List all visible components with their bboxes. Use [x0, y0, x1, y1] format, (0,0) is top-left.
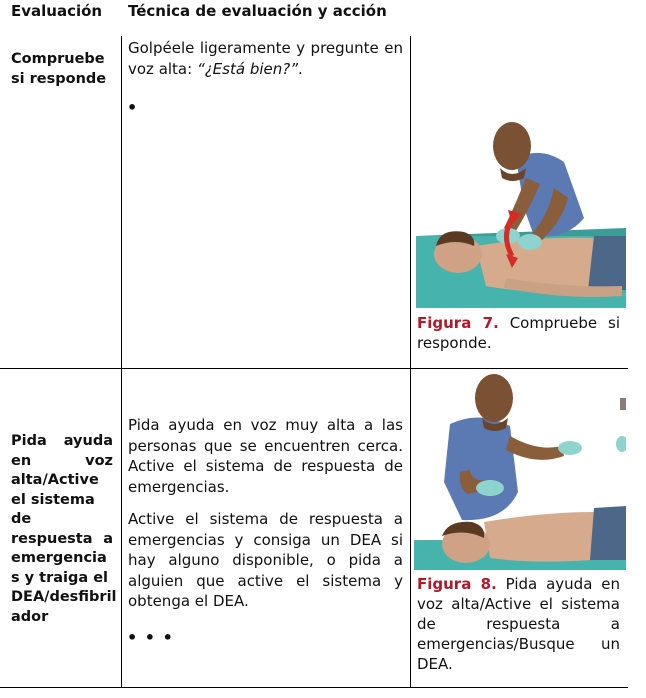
figure-8-caption: Figura 8. Pida ayuda en voz alta/Active el sistema de respuesta a emergencias/Busque un DEA. — [417, 575, 620, 673]
row2-evaluation: Pida ayuda en voz alta/Active el sistema de respuesta a emergencia s y traiga el DEA/desfibril ador — [11, 433, 117, 625]
figure-7-caption: Figura 7. Compruebe si responde. — [417, 314, 620, 352]
figure-8-illustration — [414, 372, 626, 570]
header-evaluation: Evaluación — [11, 2, 103, 20]
row1-quote: “¿Está bien?” — [196, 59, 298, 78]
column-divider-2 — [410, 36, 411, 688]
row1-technique-text: Golpéele ligeramente y pregunte en voz alta: “¿Está bien?”. — [128, 39, 403, 78]
row2-technique-paragraph-2: Active el sistema de respuesta a emergencias y consiga un DEA si hay alguno disponible, o pida a alguien que active el sistema y obtenga el DEA. — [128, 510, 403, 610]
header-technique: Técnica de evaluación y acción — [128, 2, 387, 20]
table-bottom-border — [0, 687, 628, 688]
row2-technique-paragraph-1: Pida ayuda en voz muy alta a las personas que se encuentren cerca. Active el sistema de respuesta de emergencias. — [128, 416, 403, 496]
figure-7-illustration — [416, 118, 626, 308]
row1-evaluation: Compruebe si responde — [11, 51, 107, 87]
figure-7-label: Figura 7. — [417, 314, 499, 332]
row-divider — [0, 368, 628, 369]
figure-8-label: Figura 8. — [417, 575, 497, 593]
column-divider-1 — [121, 36, 122, 688]
row1-bullet: • — [127, 98, 138, 117]
row2-bullets: • • • — [127, 628, 174, 647]
